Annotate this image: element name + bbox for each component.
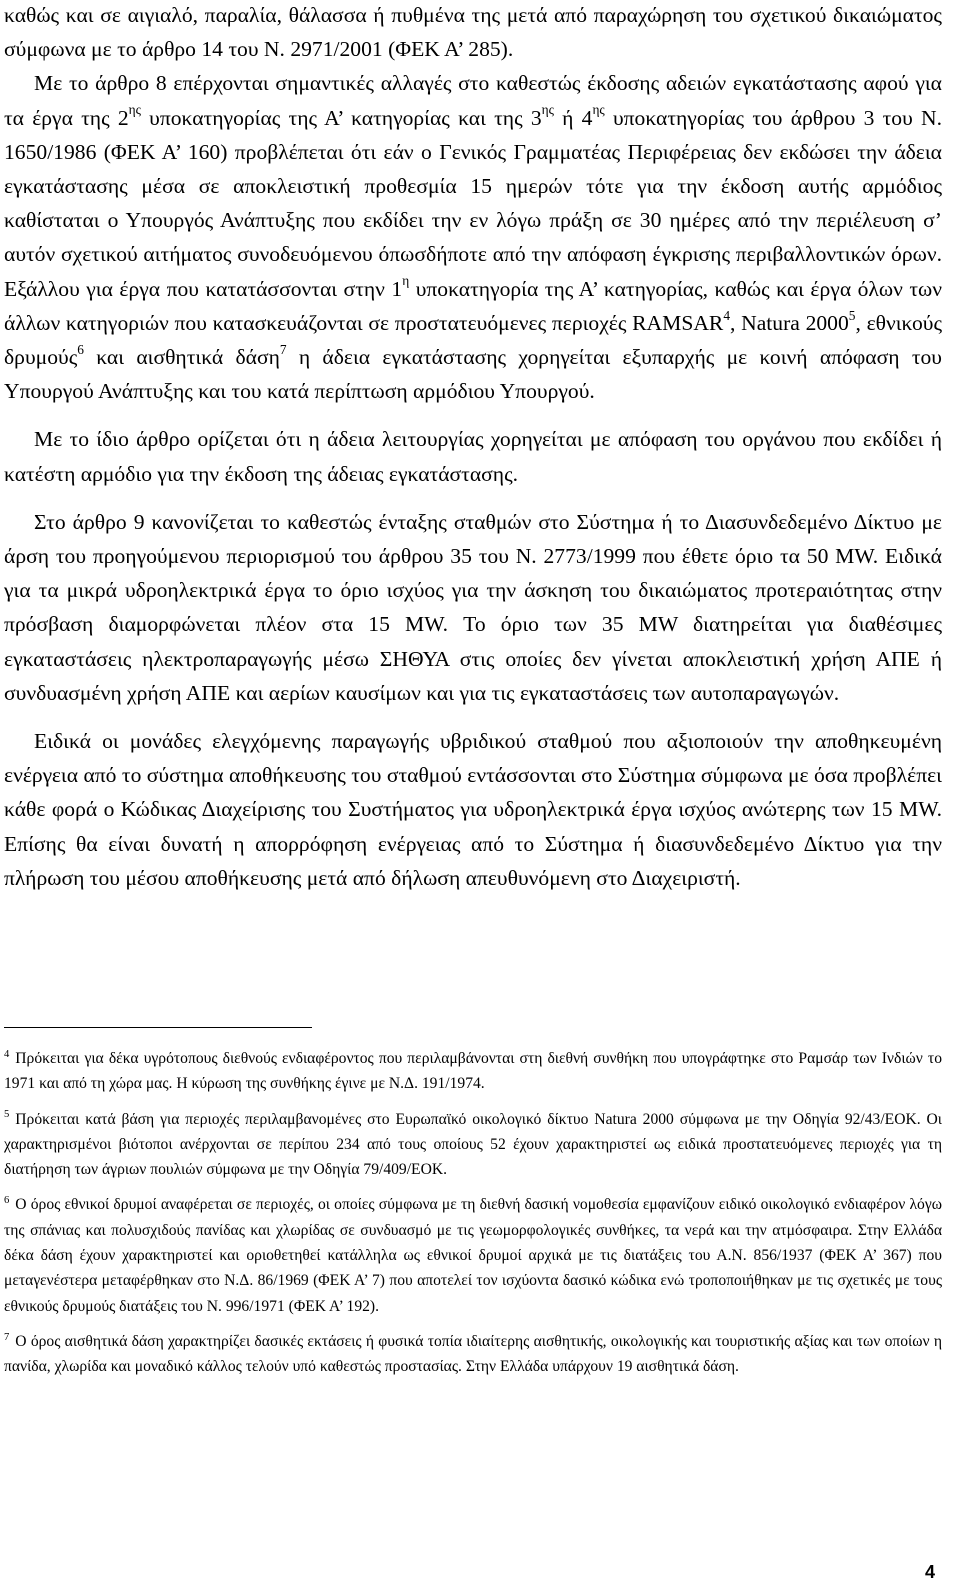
footnote-separator	[4, 1027, 312, 1028]
footnotes	[4, 1046, 942, 1390]
footnote-ref-6: 6	[77, 341, 84, 357]
paragraph-2: Με το άρθρο 8 επέρχονται σημαντικές αλλαγές στο καθεστώς έκδοσης αδειών εγκατάστασης αφού για τα έργα της $2^{\eta\varsigma}$ υποκατηγορίας της Α’ κατηγορίας και της $3^{\eta\varsigma}$ ή $4^{\eta\varsigma}$ υποκατηγορίας του άρθρου 3 του Ν. 1650/1986 (ΦΕΚ Α’ 160) προβλέπεται ότι εάν ο Γενικός Γραμματέας Περιφέρειας δεν εκδώσει την άδεια εγκατάστασης μέσα σε αποκλειστική προθεσμία 15 ημερών τότε για την έκδοση αυτής αρμόδιος καθίσταται ο Υπουργός Ανάπτυξης που εκδίδει την εν λόγω πράξη σε 30 ημέρες από την περιέλευση σ’ αυτόν σχετικού αιτήματος συνοδευόμενου όπωσδήποτε από την απόφαση έγκρισης περιβαλλοντικών όρων. Εξάλλου για έργα που κατατάσσονται στην $1^\eta$ υποκατηγορία της Α’ κατηγορίας, καθώς και έργα όλων των άλλων κατηγοριών που κατασκευάζονται σε προστατευόμενες περιοχές RAMSAR$^4$, Natura 2000$^5$, εθνικούς δρυμούς$^6$ και αισθητικά δάση$^7$ η άδεια εγκατάστασης χορηγείται εξυπαρχής με κοινή απόφαση του Υπουργού Ανάπτυξης και του κατά περίπτωση αρμόδιου Υπουργού.	[4, 71, 943, 404]
footnote-ref-4: 4	[723, 307, 731, 323]
page-number: 4	[925, 1562, 936, 1582]
paragraph-4: Στο άρθρο 9 κανονίζεται το καθεστώς ένταξης σταθμών στο Σύστημα ή το Διασυνδεδεμένο Δίκτυο με άρση του προηγούμενου περιορισμού του άρθρου 35 του Ν. 2773/1999 που έθετε όριο τα 50 MW. Ειδικά για τα μικρά υδροηλεκτρικά έργα το όριο ισχύος για την άσκηση του δικαιώματος προτεραιότητας στην πρόσβαση διαμορφώνεται πλέον στα 15 MW. Το όριο των 35 MW διατηρείται για διαθέσιμες εγκαταστάσεις ηλεκτροπαραγωγής μέσω ΣΗΘΥΑ στις οποίες δεν γίνεται αποκλειστική χρήση ΑΠΕ ή συνδυασμένη χρήση ΑΠΕ και αερίων καυσίμων και για τις εγκαταστάσεις των αυτοπαραγωγών.	[4, 509, 942, 705]
paragraph-3: Με το ίδιο άρθρο ορίζεται ότι η άδεια λειτουργίας χορηγείται με απόφαση του οργάνου που εκδίδει ή κατέστη αρμόδιο για την έκδοση της άδειας εγκατάστασης.	[4, 427, 942, 486]
footnote-7: $^7$ Ο όρος αισθητικά δάση χαρακτηρίζει δασικές εκτάσεις ή φυσικά τοπία ιδιαίτερης αισθητικής, οικολογικής και τουριστικής αξίας και των οποίων η πανίδα, χλωρίδα και μοναδικό κάλλος τελούν υπό καθεστώς προστασίας. Στην Ελλάδα υπάρχουν 19 αισθητικά δάση.	[4, 1331, 942, 1376]
paragraph-1: καθώς και σε αιγιαλό, παραλία, θάλασσα ή πυθμένα της μετά από παραχώρηση του σχετικού δικαιώματος σύμφωνα με το άρθρο 14 του Ν. 2971/2001 (ΦΕΚ Α’ 285).	[4, 3, 942, 62]
footnote-ref-5: 5	[848, 307, 856, 323]
footnote-ref-7: 7	[279, 341, 287, 357]
footnote-6: $^6$ Ο όρος εθνικοί δρυμοί αναφέρεται σε περιοχές, οι οποίες σύμφωνα με τη διεθνή δασική νομοθεσία εμφανίζουν ειδικό οικολογικό ενδιαφέρον λόγω της σπάνιας και πολυσχιδούς πανίδας και χλωρίδας σε συνδυασμό με τις γεωμορφολογικές συνθήκες, τα νερά και την ατμόσφαιρα. Στην Ελλάδα δέκα δάση έχουν χαρακτηριστεί και οριοθετηθεί κατάλληλα ως εθνικοί δρυμοί αρχικά με τις διατάξεις του Α.Ν. 856/1937 (ΦΕΚ Α’ 367) που μεταγενέστερα μεταφέρθηκαν στο Ν.Δ. 86/1969 (ΦΕΚ Α’ 7) που αποτελεί τον ισχύοντα δασικό κώδικα ενώ τροποποιήθηκαν με τις σχετικές με τους εθνικούς δρυμούς διατάξεις του Ν. 996/1971 (ΦΕΚ Α’ 192).	[4, 1195, 942, 1315]
footnote-5: $^5$ Πρόκειται κατά βάση για περιοχές περιλαμβανομένες στο Ευρωπαϊκό οικολογικό δίκτυο Natura 2000 σύμφωνα με την Οδηγία 92/43/ΕΟΚ. Οι χαρακτηρισμένοι βιότοποι ανέρχονται σε περίπου 234 από τους οποίους 52 έχουν χαρακτηριστεί ως ειδικά προστατευόμενες περιοχές για τη διατήρηση των άγριων πουλιών σύμφωνα με την Οδηγία 79/409/ΕΟΚ.	[4, 1109, 942, 1179]
main-text	[4, 0, 942, 895]
paragraph-5: Ειδικά οι μονάδες ελεγχόμενης παραγωγής υβριδικού σταθμού που αξιοποιούν την αποθηκευμένη ενέργεια από το σύστημα αποθήκευσης του σταθμού εντάσσονται στο Σύστημα σύμφωνα με όσα προβλέπει κάθε φορά ο Κώδικας Διαχείρισης του Συστήματος για υδροηλεκτρικά έργα ισχύος ανώτερης των 15 MW. Επίσης θα είναι δυνατή η απορρόφηση ενέργειας από το Σύστημα ή διασυνδεδεμένο Δίκτυο για την πλήρωση του μέσου αποθήκευσης μετά από δήλωση απευθυνόμενη στο Διαχειριστή.	[4, 729, 942, 890]
footnote-4: $^4$ Πρόκειται για δέκα υγρότοπους διεθνούς ενδιαφέροντος που περιλαμβάνονται στη διεθνή συνθήκη που υπογράφτηκε στο Ραμσάρ των Ινδιών το 1971 και από τη χώρα μας. Η κύρωση της συνθήκης έγινε με Ν.Δ. 191/1974.	[4, 1048, 942, 1093]
